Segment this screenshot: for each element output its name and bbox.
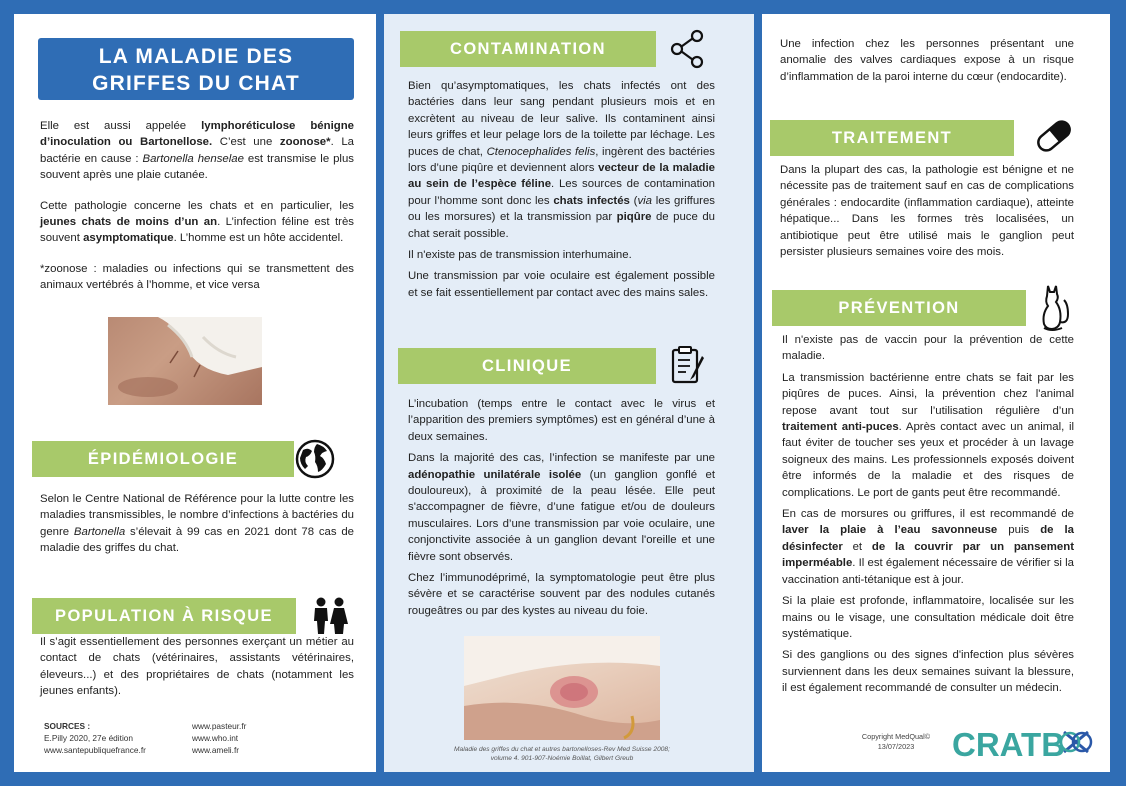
caption-line: Maladie des griffes du chat et autres bartonelloses-Rev Med Suisse 2008; — [454, 746, 670, 753]
middle-panel — [384, 14, 754, 772]
source-item: E.Pilly 2020, 27e édition — [44, 733, 134, 743]
section-header-contamination — [400, 31, 656, 67]
text: Selon le Centre National de Référence pour la lutte contre les maladies transmissibles, le nombre d’infections à bactéries du genre — [40, 493, 354, 538]
text: asymptomatique — [83, 232, 174, 245]
text: Bien qu’asymptomatiques, les chats infectés ont des bactéries dans leur sang pendant plusieurs mois et en excrètent au niveau de leur salive. Ils contaminent ainsi leurs griffes et leur pelage lors de la toilette par léchage. Les puces de chat, — [408, 80, 715, 158]
header-label: TRAITEMENT — [831, 128, 953, 147]
cat-paw-photo — [108, 317, 262, 405]
text: Une infection chez les personnes présentant une anomalie des valves cardiaques expose à un risque d’inflammation de la paroi interne du cœur (endocardite). — [780, 38, 1074, 83]
text: puis — [997, 524, 1041, 537]
text: . L’homme est un hôte accidentel. — [173, 232, 344, 245]
text: Cette pathologie concerne les chats et en particulier, les — [40, 199, 354, 212]
section-header-prevention — [772, 290, 1026, 326]
text: Bartonella henselae — [142, 152, 244, 165]
text: Chez l’immunodéprimé, la symptomatologie peut être plus sévère et se caractérise souvent par des nodules cutanés rougeâtres ou par des kystes au niveau du foie. — [408, 572, 715, 617]
text: Bartonella — [73, 525, 126, 538]
text: Ctenocephalides felis — [486, 145, 596, 158]
text: de puce du chat serait possible. — [408, 211, 715, 240]
text: En cas de morsures ou griffures, il est recommandé de — [782, 508, 1074, 521]
header-label: PRÉVENTION — [838, 298, 960, 317]
caption-line: volume 4. 901-907-Noémie Boillat, Gilbert Greub — [490, 755, 634, 762]
sources-left — [44, 720, 194, 756]
text: La transmission bactérienne entre chats se fait par les piqûres de puces. Ainsi, la prévention chez l'animal repose avant tout sur l’utilisation régulière d’un — [782, 371, 1074, 417]
cratb-logo — [950, 720, 1100, 769]
header-label: ÉPIDÉMIOLOGIE — [87, 449, 239, 468]
text: (un ganglion gonflé et douloureux), à proximité de la peau lésée. Elle peut s'accompagner de fièvre, d’une fatigue et/ou de douleurs musculaires. Lors d’une transmission par voie oculaire, une conjonctivite associée à un ganglion devant l'oreille et une fièvre sont observés. — [408, 468, 715, 563]
prevention-text — [782, 332, 1074, 702]
globe-icon — [294, 438, 336, 485]
left-panel — [14, 14, 376, 772]
text: ( — [629, 194, 638, 207]
right-panel — [762, 14, 1110, 772]
text: de la désinfecter — [782, 524, 1074, 553]
source-item: www.who.int — [192, 733, 239, 743]
text: chats infectés — [553, 194, 630, 207]
text: Il s’agit essentiellement des personnes exerçant un métier au contact de chats (vétérinaires, assistants vétérinaires, éleveurs...) et des propriétaires de chats (notamment les jeunes enfants). — [40, 636, 354, 698]
text: s’élevait à 99 cas en 2021 dont 78 cas de maladie des griffes du chat. — [40, 525, 354, 555]
copyright-line: Copyright MedQual© — [861, 732, 931, 741]
text: zoonose* — [279, 136, 331, 149]
epidemiologie-text — [40, 491, 354, 562]
header-label: CONTAMINATION — [450, 39, 606, 58]
contamination-text — [408, 78, 715, 306]
source-item: www.pasteur.fr — [192, 721, 247, 731]
header-label: POPULATION À RISQUE — [55, 606, 273, 625]
logo-text: CRATB — [952, 726, 1066, 763]
section-header-clinique — [398, 348, 656, 384]
source-item: www.santepubliquefrance.fr — [44, 745, 146, 755]
text: jeunes chats de moins d’un an — [40, 216, 218, 229]
text: adénopathie unilatérale isolée — [408, 468, 582, 481]
title-line: GRIFFES DU CHAT — [92, 72, 300, 95]
lesion-photo — [464, 636, 660, 740]
cat-icon — [1038, 282, 1072, 339]
text: Il n'existe pas de transmission interhumaine. — [408, 249, 632, 262]
text: piqûre — [616, 211, 652, 224]
text: est transmise le plus souvent après une plaie cutanée. — [40, 152, 354, 182]
text: lymphoréticulose bénigne d’inoculation ou Bartonellose. — [40, 120, 354, 149]
text: , ingèrent des bactéries lors d’une piqûre et deviennent alors — [408, 145, 715, 175]
text: Une transmission par voie oculaire est également possible et se fait essentiellement par contact avec des mains sales. — [408, 270, 715, 299]
text: via — [637, 194, 652, 207]
pill-icon — [1032, 116, 1076, 161]
sources-right — [192, 720, 342, 756]
text: les griffures ou les morsures) et la transmission par — [408, 194, 715, 224]
copyright — [848, 732, 944, 752]
population-text — [40, 634, 354, 705]
title-line: LA MALADIE DES — [98, 45, 294, 68]
share-icon — [668, 28, 708, 75]
section-header-population — [32, 598, 296, 634]
page-title — [38, 38, 354, 100]
text: laver la plaie à l’eau savonneuse — [782, 524, 998, 537]
text: C’est une — [212, 136, 280, 149]
clipboard-icon — [668, 344, 708, 391]
text: Si des ganglions ou des signes d'infection plus sévères surviennent dans les deux semaines suivant la blessure, il est également recommandé de consulter un médecin. — [782, 649, 1074, 695]
text: Il n'existe pas de vaccin pour la prévention de cette maladie. — [782, 334, 1074, 363]
section-header-traitement — [770, 120, 1014, 156]
traitement-text — [780, 162, 1074, 265]
endocardite-text — [780, 36, 1074, 90]
sources-label: SOURCES : — [44, 721, 91, 731]
section-header-epidemiologie — [32, 441, 294, 477]
source-item: www.ameli.fr — [192, 745, 240, 755]
text: de la couvrir par un pansement imperméable — [782, 540, 1074, 570]
text: vecteur de la maladie au sein de l’espèce féline — [408, 162, 715, 191]
text: Si la plaie est profonde, inflammatoire, localisée sur les mains ou le visage, une consultation médicale doit être systématique. — [782, 595, 1074, 640]
zoonose-note: *zoonose : maladies ou infections qui se transmettent des animaux vertébrés à l’homme, et vice versa — [40, 262, 354, 292]
text: Dans la majorité des cas, l’infection se manifeste par une — [408, 452, 715, 465]
text: . Après contact avec un animal, il faut éviter de toucher ses yeux et procéder à un lavage soigneux des mains. Les professionnels exposés doivent être informés de la maladie et des risques de complications. Le port de gants peut être recommandé. — [782, 421, 1074, 499]
text: Elle est aussi appelée — [40, 120, 202, 132]
text: Dans la plupart des cas, la pathologie est bénigne et ne nécessite pas de traitement sauf en cas de complications générales : endocardite (inflammation cardiaque), atteinte hépatique... Dans les formes très localisées, un antibiotique peut être utilisé mais le ganglion peut persister plusieurs semaines voire des mois. — [780, 164, 1074, 259]
text: et — [842, 540, 872, 553]
photo-caption — [408, 745, 716, 763]
text: traitement anti-puces — [782, 421, 899, 434]
text: L’incubation (temps entre le contact avec le virus et l’apparition des premiers symptômes) est en général d’une à deux semaines. — [408, 398, 715, 443]
intro-text — [40, 118, 354, 299]
header-label: CLINIQUE — [481, 356, 573, 375]
text: . Les sources de contamination pour l’homme sont donc les — [408, 178, 715, 207]
copyright-date: 13/07/2023 — [877, 742, 915, 751]
text: . Il est également nécessaire de vérifier si la vaccination anti-tétanique est à jour. — [782, 557, 1074, 586]
text: . L’infection féline est très souvent — [40, 216, 354, 245]
clinique-text — [408, 396, 715, 624]
text: . La bactérie en cause : — [40, 136, 354, 165]
